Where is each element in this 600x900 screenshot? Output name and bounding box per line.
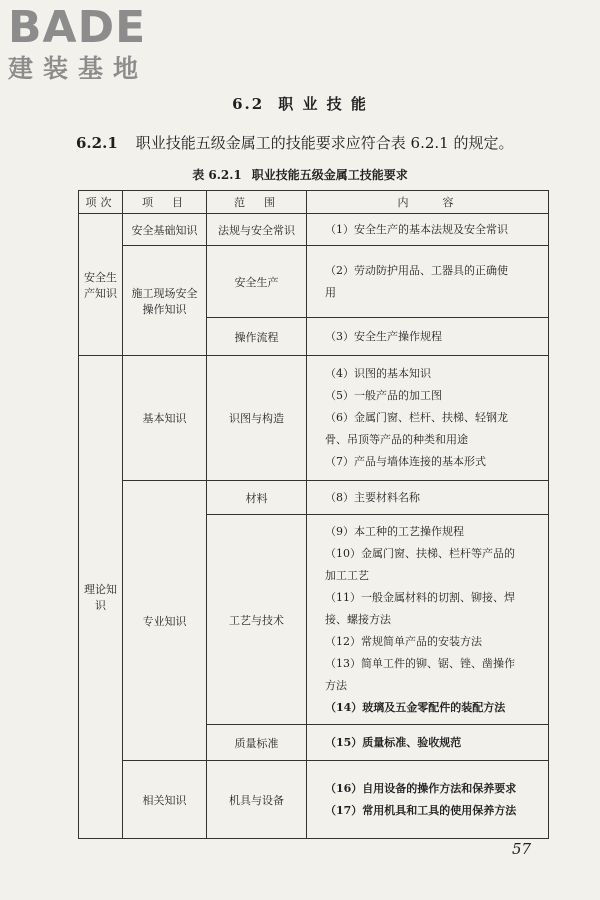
cell-line: 骨、吊顶等产品的种类和用途 <box>325 433 468 446</box>
cell-line: 用 <box>325 285 336 299</box>
section-number: 6.2 <box>232 95 265 113</box>
table-caption-number: 表 6.2.1 <box>192 168 242 182</box>
cell-line: 安全 <box>84 270 106 284</box>
clause-text: 职业技能五级金属工的技能要求应符合表 6.2.1 的规定。 <box>135 134 514 152</box>
table-header-row <box>79 191 549 214</box>
content-cell <box>307 515 549 725</box>
scope-cell: 质量标准 <box>207 725 307 761</box>
content-cell <box>307 481 549 515</box>
table-row <box>79 481 549 515</box>
table-caption-title: 职业技能五级金属工技能要求 <box>251 168 408 182</box>
cell-line: 相关知识 <box>142 793 187 807</box>
scope-cell: 工艺与技术 <box>207 515 307 725</box>
content-cell <box>307 356 549 481</box>
scope-cell: 材料 <box>207 481 307 515</box>
cell-line: 基本知识 <box>142 412 187 425</box>
item-safety-basics <box>123 214 207 246</box>
scope-cell: 安全生产 <box>207 246 307 318</box>
cell-line: （11）一般金属材料的切割、铆接、焊 <box>325 590 515 604</box>
scope-cell: 识图与构造 <box>207 356 307 481</box>
cell-line: 操作知识 <box>142 302 187 316</box>
clause-6-2-1 <box>76 132 513 153</box>
content-cell <box>307 214 549 246</box>
section-title-text: 职 业 技 能 <box>278 95 368 113</box>
content-cell <box>307 761 549 839</box>
header-category: 项次 <box>79 191 123 214</box>
item-site-safety <box>123 246 207 356</box>
cell-line: （9）本工种的工艺操作规程 <box>325 524 464 538</box>
header-content: 内 容 <box>307 191 549 214</box>
category-theory <box>79 356 123 839</box>
cell-line: （16）自用设备的操作方法和保养要求 <box>325 781 517 795</box>
category-safety <box>79 214 123 356</box>
cell-line: 安全基础知识 <box>131 223 198 237</box>
cell-line: 接、螺接方法 <box>325 612 391 626</box>
cell-line: 方法 <box>325 678 347 692</box>
cell-line: （5）一般产品的加工图 <box>325 389 442 402</box>
cell-line: 专业知识 <box>142 614 187 628</box>
cell-line: （7）产品与墙体连接的基本形式 <box>325 455 486 468</box>
cell-line: （13）简单工件的铆、锯、锉、凿操作 <box>325 656 515 670</box>
logo-wordmark: BADE <box>8 2 147 53</box>
bade-logo <box>8 4 148 84</box>
item-related-knowledge <box>123 761 207 839</box>
cell-line: 加工工艺 <box>325 568 369 582</box>
cell-line: （14）玻璃及五金零配件的装配方法 <box>325 700 506 714</box>
item-professional-knowledge <box>123 481 207 761</box>
header-scope: 范 围 <box>207 191 307 214</box>
cell-line: 施工现场安全 <box>131 286 198 300</box>
cell-line: 生产 <box>84 270 117 300</box>
cell-line: 知识 <box>95 583 117 612</box>
table-row <box>79 761 549 839</box>
table-caption <box>0 166 600 183</box>
content-cell <box>307 318 549 356</box>
content-cell <box>307 246 549 318</box>
clause-number: 6.2.1 <box>76 134 118 152</box>
section-title <box>0 93 600 114</box>
cell-line: （12）常规简单产品的安装方法 <box>325 634 482 648</box>
cell-line: （17）常用机具和工具的使用保养方法 <box>325 803 517 817</box>
cell-line: （2）劳动防护用品、工器具的正确使 <box>325 263 508 277</box>
scope-cell: 法规与安全常识 <box>207 214 307 246</box>
cell-line: （8）主要材料名称 <box>325 490 420 504</box>
cell-line: （1）安全生产的基本法规及安全常识 <box>325 222 508 236</box>
page-number: 57 <box>512 840 532 858</box>
cell-line: （10）金属门窗、扶梯、栏杆等产品的 <box>325 546 515 560</box>
table-row <box>79 214 549 246</box>
content-cell <box>307 725 549 761</box>
cell-line: （6）金属门窗、栏杆、扶梯、轻钢龙 <box>325 411 508 424</box>
skills-table <box>78 190 549 839</box>
scope-cell: 机具与设备 <box>207 761 307 839</box>
cell-line: 理论 <box>84 583 106 596</box>
scope-cell: 操作流程 <box>207 318 307 356</box>
table-row <box>79 356 549 481</box>
cell-line: （4）识图的基本知识 <box>325 367 431 380</box>
header-item: 项 目 <box>123 191 207 214</box>
item-basic-knowledge <box>123 356 207 481</box>
table-row <box>79 246 549 318</box>
cell-line: （3）安全生产操作规程 <box>325 329 442 343</box>
cell-line: 知识 <box>95 286 117 300</box>
logo-subtitle: 建装基地 <box>8 54 149 83</box>
cell-line: （15）质量标准、验收规范 <box>325 735 462 749</box>
